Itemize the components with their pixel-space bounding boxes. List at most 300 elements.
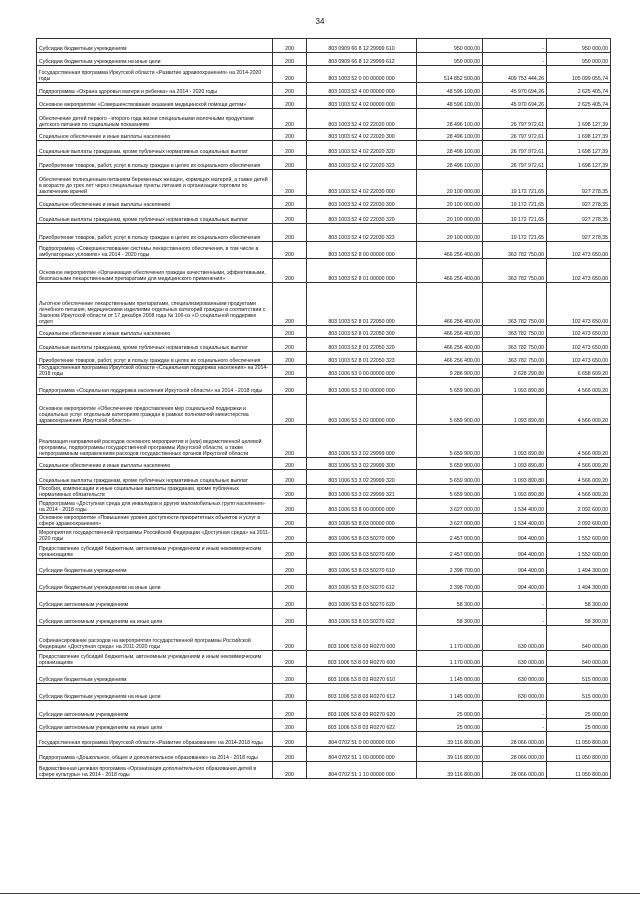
row-name-cell: Приобретение товаров, работ, услуг в пользу граждан в целях их социального обеспечения (37, 224, 273, 242)
table-row (37, 626, 611, 651)
row-classification-code-cell: 803 1006 53 8 03 R0270 000 (307, 626, 417, 651)
row-unexecuted-amount-cell: 105 099 055,74 (547, 66, 611, 83)
table-row (37, 458, 611, 470)
row-classification-code-cell: 803 1006 53 8 03 R0270 600 (307, 651, 417, 667)
row-name-cell: Государственная программа Иркутской области «Развитие образования» на 2014-2018 годы (37, 732, 273, 747)
row-name-cell: Подпрограмма «Социальная поддержка населения Иркутской области» на 2014 - 2018 годы (37, 378, 273, 395)
table-row (37, 470, 611, 485)
row-classification-code-cell: 803 1006 53 3 02 29999 321 (307, 485, 417, 499)
row-code-cell-admin: 200 (273, 719, 307, 732)
row-classification-code-cell: 803 1006 53 8 03 50270 612 (307, 575, 417, 592)
row-approved-amount-cell: 466 256 400,00 (417, 326, 483, 338)
row-classification-code-cell: 803 1006 53 3 02 29999 300 (307, 458, 417, 470)
row-classification-code-cell: 803 1003 52 0 00 00000 000 (307, 66, 417, 83)
row-name-cell: Приобретение товаров, работ, услуг в пользу граждан в целях их социального обеспечения (37, 352, 273, 365)
row-classification-code-cell: 803 1006 53 8 03 00000 000 (307, 514, 417, 528)
row-code-cell-admin: 200 (273, 53, 307, 66)
row-name-cell: Субсидии бюджетным учреждениям на иные цели (37, 575, 273, 592)
table-row (37, 109, 611, 129)
row-classification-code-cell: 803 1006 53 3 00 00000 000 (307, 378, 417, 395)
row-classification-code-cell: 803 1006 53 3 02 29999 000 (307, 425, 417, 458)
row-executed-amount-cell: 363 782 750,00 (483, 242, 547, 259)
row-classification-code-cell: 803 1003 52 8 01 00000 000 (307, 259, 417, 283)
row-name-cell: Пособия, компенсации и иные социальные выплаты гражданам, кроме публичных нормативных обязательств (37, 485, 273, 499)
row-classification-code-cell: 803 1006 53 8 03 R0270 620 (307, 701, 417, 719)
row-executed-amount-cell: 363 782 750,00 (483, 352, 547, 365)
row-approved-amount-cell: 5 659 900,00 (417, 395, 483, 425)
row-code-cell-admin: 200 (273, 378, 307, 395)
row-unexecuted-amount-cell: 2 092 600,00 (547, 514, 611, 528)
row-approved-amount-cell: 1 145 000,00 (417, 684, 483, 701)
row-approved-amount-cell: 1 170 000,00 (417, 626, 483, 651)
row-classification-code-cell: 804 0702 51 1 10 00000 000 (307, 762, 417, 779)
table-row (37, 209, 611, 224)
table-row (37, 53, 611, 66)
row-approved-amount-cell: 25 000,00 (417, 701, 483, 719)
row-name-cell: Социальные выплаты гражданам, кроме публичных нормативных социальных выплат (37, 338, 273, 352)
row-executed-amount-cell: 630 000,00 (483, 626, 547, 651)
row-unexecuted-amount-cell: 927 278,35 (547, 209, 611, 224)
table-row (37, 196, 611, 209)
row-unexecuted-amount-cell: 2 625 405,74 (547, 83, 611, 96)
row-name-cell: Обеспечение детей первого - второго года жизни специальными молочными продуктами детского питания по социальным показаниям (37, 109, 273, 129)
budget-execution-table (36, 38, 611, 779)
row-code-cell-admin: 200 (273, 209, 307, 224)
row-executed-amount-cell: 45 970 694,26 (483, 96, 547, 109)
row-classification-code-cell: 803 1003 52 4 02 22020 323 (307, 156, 417, 170)
row-name-cell: Субсидии автономным учреждениям на иные цели (37, 719, 273, 732)
row-code-cell-admin: 200 (273, 283, 307, 326)
row-approved-amount-cell: 950 000,00 (417, 53, 483, 66)
row-executed-amount-cell: 630 000,00 (483, 684, 547, 701)
row-unexecuted-amount-cell: 25 000,00 (547, 719, 611, 732)
row-code-cell-admin: 200 (273, 156, 307, 170)
row-unexecuted-amount-cell: 58 300,00 (547, 592, 611, 609)
row-code-cell-admin: 200 (273, 129, 307, 141)
row-code-cell-admin: 200 (273, 196, 307, 209)
table-row (37, 283, 611, 326)
row-name-cell: Социальное обеспечение и иные выплаты населению (37, 326, 273, 338)
row-name-cell: Реализация направлений расходов основного мероприятия и (или) ведомственной целевой программы, подпрограммы государственной программы Иркутской области, а также непрограммным направлениям расходов государственных органов Иркутской области (37, 425, 273, 458)
row-code-cell-admin: 200 (273, 170, 307, 196)
row-code-cell-admin: 200 (273, 470, 307, 485)
row-unexecuted-amount-cell: 4 566 009,20 (547, 425, 611, 458)
table-row (37, 96, 611, 109)
table-row (37, 514, 611, 528)
row-executed-amount-cell: 363 782 750,00 (483, 326, 547, 338)
row-classification-code-cell: 803 1003 52 8 01 22050 320 (307, 338, 417, 352)
row-code-cell-admin: 200 (273, 242, 307, 259)
row-approved-amount-cell: 58 300,00 (417, 609, 483, 626)
row-approved-amount-cell: 2 398 700,00 (417, 575, 483, 592)
row-approved-amount-cell: 48 596 100,00 (417, 83, 483, 96)
row-executed-amount-cell: 904 400,00 (483, 559, 547, 575)
table-row (37, 338, 611, 352)
row-name-cell: Основное мероприятие «Совершенствование оказания медицинской помощи детям» (37, 96, 273, 109)
row-executed-amount-cell: 630 000,00 (483, 667, 547, 684)
row-code-cell-admin: 200 (273, 499, 307, 514)
table-row (37, 732, 611, 747)
table-row (37, 242, 611, 259)
row-code-cell-admin: 200 (273, 543, 307, 559)
row-executed-amount-cell: 45 970 694,26 (483, 83, 547, 96)
row-code-cell-admin: 200 (273, 747, 307, 762)
table-row (37, 684, 611, 701)
row-approved-amount-cell: 466 256 400,00 (417, 283, 483, 326)
row-executed-amount-cell: - (483, 39, 547, 53)
row-code-cell-admin: 200 (273, 365, 307, 378)
row-executed-amount-cell: 363 782 750,00 (483, 338, 547, 352)
row-executed-amount-cell: 19 172 721,65 (483, 224, 547, 242)
row-unexecuted-amount-cell: 1 698 127,39 (547, 109, 611, 129)
row-code-cell-admin: 200 (273, 425, 307, 458)
row-classification-code-cell: 803 1006 53 8 03 R0270 610 (307, 667, 417, 684)
row-classification-code-cell: 803 1006 53 8 00 00000 000 (307, 499, 417, 514)
row-approved-amount-cell: 3 627 000,00 (417, 514, 483, 528)
row-unexecuted-amount-cell: 1 698 127,39 (547, 141, 611, 156)
row-name-cell: Социальные выплаты гражданам, кроме публичных нормативных социальных выплат (37, 209, 273, 224)
row-classification-code-cell: 803 1003 52 4 00 00000 000 (307, 83, 417, 96)
row-classification-code-cell: 803 1006 53 0 00 00000 000 (307, 365, 417, 378)
row-executed-amount-cell: 26 797 972,61 (483, 141, 547, 156)
row-approved-amount-cell: 20 100 000,00 (417, 196, 483, 209)
row-unexecuted-amount-cell: 4 566 009,20 (547, 485, 611, 499)
row-unexecuted-amount-cell: 4 566 009,20 (547, 470, 611, 485)
row-unexecuted-amount-cell: 58 300,00 (547, 609, 611, 626)
row-classification-code-cell: 803 1003 52 4 02 22020 320 (307, 141, 417, 156)
row-approved-amount-cell: 5 659 900,00 (417, 378, 483, 395)
row-code-cell-admin: 200 (273, 485, 307, 499)
row-approved-amount-cell: 20 100 000,00 (417, 170, 483, 196)
row-classification-code-cell: 803 1006 53 3 02 29999 320 (307, 470, 417, 485)
row-approved-amount-cell: 466 256 400,00 (417, 338, 483, 352)
row-unexecuted-amount-cell: 515 000,00 (547, 667, 611, 684)
row-name-cell: Подпрограмма «Дошкольное, общее и дополнительное образование» на 2014 - 2018 годы (37, 747, 273, 762)
row-approved-amount-cell: 3 627 000,00 (417, 499, 483, 514)
page-bottom-rule (0, 893, 640, 894)
row-approved-amount-cell: 1 170 000,00 (417, 651, 483, 667)
row-classification-code-cell: 803 1006 53 8 03 R0270 612 (307, 684, 417, 701)
row-code-cell-admin: 200 (273, 259, 307, 283)
row-executed-amount-cell: - (483, 701, 547, 719)
row-classification-code-cell: 803 1003 52 4 02 00000 000 (307, 96, 417, 109)
table-row (37, 170, 611, 196)
row-classification-code-cell: 804 0702 51 1 00 00000 000 (307, 747, 417, 762)
row-code-cell-admin: 200 (273, 684, 307, 701)
row-approved-amount-cell: 514 852 500,00 (417, 66, 483, 83)
table-row (37, 259, 611, 283)
row-unexecuted-amount-cell: 1 552 600,00 (547, 543, 611, 559)
row-approved-amount-cell: 5 659 900,00 (417, 485, 483, 499)
table-row (37, 156, 611, 170)
row-approved-amount-cell: 466 256 400,00 (417, 242, 483, 259)
table-row (37, 528, 611, 543)
row-approved-amount-cell: 28 496 100,00 (417, 156, 483, 170)
row-unexecuted-amount-cell: 6 658 609,20 (547, 365, 611, 378)
row-unexecuted-amount-cell: 1 698 127,39 (547, 156, 611, 170)
row-approved-amount-cell: 28 496 100,00 (417, 109, 483, 129)
row-approved-amount-cell: 39 116 800,00 (417, 762, 483, 779)
row-classification-code-cell: 803 1006 53 8 03 50270 610 (307, 559, 417, 575)
row-unexecuted-amount-cell: 540 000,00 (547, 626, 611, 651)
table-row (37, 762, 611, 779)
row-unexecuted-amount-cell: 102 473 650,00 (547, 352, 611, 365)
row-code-cell-admin: 200 (273, 514, 307, 528)
row-classification-code-cell: 803 1006 53 8 03 50270 620 (307, 592, 417, 609)
table-row (37, 425, 611, 458)
row-code-cell-admin: 200 (273, 667, 307, 684)
row-executed-amount-cell: 904 400,00 (483, 543, 547, 559)
row-executed-amount-cell: 1 534 400,00 (483, 514, 547, 528)
row-name-cell: Государственная программа Иркутской области «Социальная поддержка населения» на 2014-2018 годы (37, 365, 273, 378)
row-executed-amount-cell: 1 534 400,00 (483, 499, 547, 514)
row-executed-amount-cell: 28 066 000,00 (483, 747, 547, 762)
row-unexecuted-amount-cell: 102 473 650,00 (547, 259, 611, 283)
row-approved-amount-cell: 39 116 800,00 (417, 732, 483, 747)
row-classification-code-cell: 803 0909 66 8 12 29999 610 (307, 39, 417, 53)
row-code-cell-admin: 200 (273, 575, 307, 592)
row-approved-amount-cell: 9 286 900,00 (417, 365, 483, 378)
row-approved-amount-cell: 466 256 400,00 (417, 259, 483, 283)
row-code-cell-admin: 200 (273, 592, 307, 609)
row-unexecuted-amount-cell: 102 473 650,00 (547, 283, 611, 326)
row-unexecuted-amount-cell: 4 566 009,20 (547, 395, 611, 425)
table-row (37, 66, 611, 83)
table-row (37, 667, 611, 684)
row-unexecuted-amount-cell: 2 625 405,74 (547, 96, 611, 109)
row-unexecuted-amount-cell: 11 050 800,00 (547, 732, 611, 747)
table-row (37, 609, 611, 626)
row-unexecuted-amount-cell: 1 494 300,00 (547, 575, 611, 592)
row-name-cell: Мероприятия государственной программы Российской Федерации «Доступная среда» на 2011-2020 годы (37, 528, 273, 543)
row-approved-amount-cell: 20 100 000,00 (417, 224, 483, 242)
row-name-cell: Основное мероприятие «Повышение уровня доступности приоритетных объектов и услуг в сфере здравоохранения» (37, 514, 273, 528)
row-approved-amount-cell: 48 596 100,00 (417, 96, 483, 109)
table-row (37, 701, 611, 719)
row-approved-amount-cell: 58 300,00 (417, 592, 483, 609)
table-row (37, 719, 611, 732)
table-row (37, 592, 611, 609)
table-body (37, 39, 611, 779)
row-executed-amount-cell: - (483, 719, 547, 732)
row-approved-amount-cell: 5 659 900,00 (417, 470, 483, 485)
table-row (37, 543, 611, 559)
row-executed-amount-cell: 1 093 890,80 (483, 378, 547, 395)
row-executed-amount-cell: 26 797 972,61 (483, 156, 547, 170)
table-row (37, 365, 611, 378)
row-executed-amount-cell: 26 797 972,61 (483, 109, 547, 129)
row-approved-amount-cell: 950 000,00 (417, 39, 483, 53)
row-unexecuted-amount-cell: 515 000,00 (547, 684, 611, 701)
row-name-cell: Социальное обеспечение и иные выплаты населению (37, 458, 273, 470)
row-name-cell: Основное мероприятие «Организация обеспечения граждан качественными, эффективными, безопасными лекарственными препаратами для медицинского применения» (37, 259, 273, 283)
row-executed-amount-cell: - (483, 592, 547, 609)
row-code-cell-admin: 200 (273, 609, 307, 626)
page-number: 34 (315, 17, 325, 26)
row-approved-amount-cell: 39 116 800,00 (417, 747, 483, 762)
row-unexecuted-amount-cell: 927 278,35 (547, 196, 611, 209)
row-executed-amount-cell: 28 066 000,00 (483, 762, 547, 779)
row-classification-code-cell: 803 1003 52 8 01 22050 300 (307, 326, 417, 338)
row-approved-amount-cell: 2 398 700,00 (417, 559, 483, 575)
row-name-cell: Подпрограмма «Доступная среда для инвалидов и других маломобильных групп населения» на 2014 - 2018 годы (37, 499, 273, 514)
row-approved-amount-cell: 20 100 000,00 (417, 209, 483, 224)
table-row (37, 129, 611, 141)
table-row (37, 499, 611, 514)
row-code-cell-admin: 200 (273, 626, 307, 651)
row-code-cell-admin: 200 (273, 559, 307, 575)
table-row (37, 651, 611, 667)
row-classification-code-cell: 803 1003 52 8 01 22050 323 (307, 352, 417, 365)
row-executed-amount-cell: 19 172 721,65 (483, 209, 547, 224)
row-unexecuted-amount-cell: 102 473 650,00 (547, 326, 611, 338)
row-name-cell: Подпрограмма «Совершенствование системы лекарственного обеспечения, в том числе в амбулаторных условиях» на 2014 - 2020 годы (37, 242, 273, 259)
row-classification-code-cell: 803 1003 52 4 02 22030 323 (307, 224, 417, 242)
row-code-cell-admin: 200 (273, 66, 307, 83)
table-row (37, 485, 611, 499)
row-executed-amount-cell: 19 172 721,65 (483, 170, 547, 196)
row-name-cell: Приобретение товаров, работ, услуг в пользу граждан в целях их социального обеспечения (37, 156, 273, 170)
row-classification-code-cell: 803 1006 53 8 03 50270 622 (307, 609, 417, 626)
row-unexecuted-amount-cell: 1 698 127,39 (547, 129, 611, 141)
row-executed-amount-cell: 19 172 721,65 (483, 196, 547, 209)
row-executed-amount-cell: - (483, 53, 547, 66)
row-executed-amount-cell: 409 753 444,26 (483, 66, 547, 83)
row-executed-amount-cell: 630 000,00 (483, 651, 547, 667)
row-unexecuted-amount-cell: 950 000,00 (547, 53, 611, 66)
row-code-cell-admin: 200 (273, 326, 307, 338)
row-name-cell: Социальные выплаты гражданам, кроме публичных нормативных социальных выплат (37, 470, 273, 485)
table-row (37, 326, 611, 338)
row-code-cell-admin: 200 (273, 109, 307, 129)
row-name-cell: Субсидии бюджетным учреждениям на иные цели (37, 53, 273, 66)
row-approved-amount-cell: 1 145 000,00 (417, 667, 483, 684)
row-unexecuted-amount-cell: 1 494 300,00 (547, 559, 611, 575)
row-classification-code-cell: 803 1003 52 8 01 22050 000 (307, 283, 417, 326)
row-code-cell-admin: 200 (273, 762, 307, 779)
row-classification-code-cell: 803 1003 52 4 02 22030 300 (307, 196, 417, 209)
row-executed-amount-cell: 1 093 890,80 (483, 425, 547, 458)
row-executed-amount-cell: 363 782 750,00 (483, 259, 547, 283)
row-approved-amount-cell: 2 457 000,00 (417, 543, 483, 559)
row-classification-code-cell: 804 0702 51 0 00 00000 000 (307, 732, 417, 747)
row-code-cell-admin: 200 (273, 651, 307, 667)
row-name-cell: Субсидии автономным учреждениям (37, 701, 273, 719)
row-approved-amount-cell: 5 659 900,00 (417, 458, 483, 470)
row-name-cell: Основное мероприятие «Обеспечение предоставления мер социальной поддержки и социальных услуг отдельным категориям граждан в рамках полномочий министерства здравоохранения Иркутской области» (37, 395, 273, 425)
row-classification-code-cell: 803 1003 52 4 02 22020 300 (307, 129, 417, 141)
row-unexecuted-amount-cell: 11 050 800,00 (547, 747, 611, 762)
row-classification-code-cell: 803 1003 52 4 02 22030 320 (307, 209, 417, 224)
row-executed-amount-cell: 1 093 890,80 (483, 395, 547, 425)
row-unexecuted-amount-cell: 25 000,00 (547, 701, 611, 719)
row-classification-code-cell: 803 1006 53 8 03 50270 000 (307, 528, 417, 543)
row-executed-amount-cell: 363 782 750,00 (483, 283, 547, 326)
row-code-cell-admin: 200 (273, 395, 307, 425)
row-name-cell: Государственная программа Иркутской области «Развитие здравоохранения» на 2014-2020 годы (37, 66, 273, 83)
row-approved-amount-cell: 28 496 100,00 (417, 141, 483, 156)
row-code-cell-admin: 200 (273, 732, 307, 747)
row-name-cell: Субсидии автономным учреждениям на иные цели (37, 609, 273, 626)
row-classification-code-cell: 803 1006 53 8 03 50270 600 (307, 543, 417, 559)
row-code-cell-admin: 200 (273, 528, 307, 543)
row-name-cell: Субсидии бюджетным учреждениям (37, 39, 273, 53)
row-approved-amount-cell: 2 457 000,00 (417, 528, 483, 543)
row-executed-amount-cell: - (483, 609, 547, 626)
row-code-cell-admin: 200 (273, 458, 307, 470)
table-row (37, 559, 611, 575)
row-unexecuted-amount-cell: 1 552 600,00 (547, 528, 611, 543)
row-classification-code-cell: 803 1003 52 8 00 00000 000 (307, 242, 417, 259)
row-code-cell-admin: 200 (273, 96, 307, 109)
row-unexecuted-amount-cell: 102 473 650,00 (547, 242, 611, 259)
row-executed-amount-cell: 1 093 890,80 (483, 458, 547, 470)
row-code-cell-admin: 200 (273, 224, 307, 242)
row-name-cell: Субсидии автономным учреждениям (37, 592, 273, 609)
row-unexecuted-amount-cell: 927 278,35 (547, 224, 611, 242)
row-classification-code-cell: 803 1006 53 3 02 00000 000 (307, 395, 417, 425)
table-row (37, 141, 611, 156)
row-executed-amount-cell: 904 400,00 (483, 575, 547, 592)
row-name-cell: Субсидии бюджетным учреждениям (37, 667, 273, 684)
row-code-cell-admin: 200 (273, 352, 307, 365)
row-classification-code-cell: 803 1006 53 8 03 R0270 622 (307, 719, 417, 732)
row-executed-amount-cell: 1 093 890,80 (483, 485, 547, 499)
row-approved-amount-cell: 25 000,00 (417, 719, 483, 732)
row-name-cell: Льготное обеспечение лекарственными препаратами, специализированными продуктами лечебного питания, медицинскими изделиями отдельных категорий граждан в соответствии с Законом Иркутской области от 17 декабря 2008 года № 106-оз «О социальной поддержке отдел (37, 283, 273, 326)
row-code-cell-admin: 200 (273, 83, 307, 96)
row-name-cell: Социальные выплаты гражданам, кроме публичных нормативных социальных выплат (37, 141, 273, 156)
row-unexecuted-amount-cell: 4 566 009,20 (547, 378, 611, 395)
row-code-cell-admin: 200 (273, 338, 307, 352)
row-name-cell: Обеспечение полноценным питанием беременных женщин, кормящих матерей, а также детей в возрасте до трех лет через специальные пункты питания и организации торговли по заключению врачей (37, 170, 273, 196)
row-unexecuted-amount-cell: 950 000,00 (547, 39, 611, 53)
row-name-cell: Субсидии бюджетным учреждениям (37, 559, 273, 575)
row-code-cell-admin: 200 (273, 141, 307, 156)
row-classification-code-cell: 803 1003 52 4 02 22030 000 (307, 170, 417, 196)
table-row (37, 575, 611, 592)
table-row (37, 378, 611, 395)
row-classification-code-cell: 803 0909 66 8 12 29999 612 (307, 53, 417, 66)
row-unexecuted-amount-cell: 4 566 009,20 (547, 458, 611, 470)
row-executed-amount-cell: 904 400,00 (483, 528, 547, 543)
row-executed-amount-cell: 26 797 972,61 (483, 129, 547, 141)
row-unexecuted-amount-cell: 927 278,35 (547, 170, 611, 196)
row-unexecuted-amount-cell: 2 092 600,00 (547, 499, 611, 514)
row-executed-amount-cell: 2 628 290,80 (483, 365, 547, 378)
row-unexecuted-amount-cell: 540 000,00 (547, 651, 611, 667)
row-unexecuted-amount-cell: 11 050 800,00 (547, 762, 611, 779)
table-row (37, 83, 611, 96)
row-classification-code-cell: 803 1003 52 4 02 22020 000 (307, 109, 417, 129)
row-name-cell: Предоставление субсидий бюджетным, автономным учреждениям и иным некоммерческим организациям (37, 651, 273, 667)
row-executed-amount-cell: 28 066 000,00 (483, 732, 547, 747)
table-row (37, 39, 611, 53)
row-code-cell-admin: 200 (273, 701, 307, 719)
row-name-cell: Социальное обеспечение и иные выплаты населению (37, 196, 273, 209)
row-code-cell-admin: 200 (273, 39, 307, 53)
row-name-cell: Софинансирование расходов на мероприятия государственной программы Российской Федерации «Доступная среда» на 2011-2020 годы (37, 626, 273, 651)
row-name-cell: Субсидии бюджетным учреждениям на иные цели (37, 684, 273, 701)
table-row (37, 224, 611, 242)
row-unexecuted-amount-cell: 102 473 650,00 (547, 338, 611, 352)
row-name-cell: Социальное обеспечение и иные выплаты населению (37, 129, 273, 141)
table-row (37, 395, 611, 425)
row-name-cell: Предоставление субсидий бюджетным, автономным учреждениям и иным некоммерческим организациям (37, 543, 273, 559)
row-executed-amount-cell: 1 093 890,80 (483, 470, 547, 485)
table-row (37, 747, 611, 762)
table-row (37, 352, 611, 365)
